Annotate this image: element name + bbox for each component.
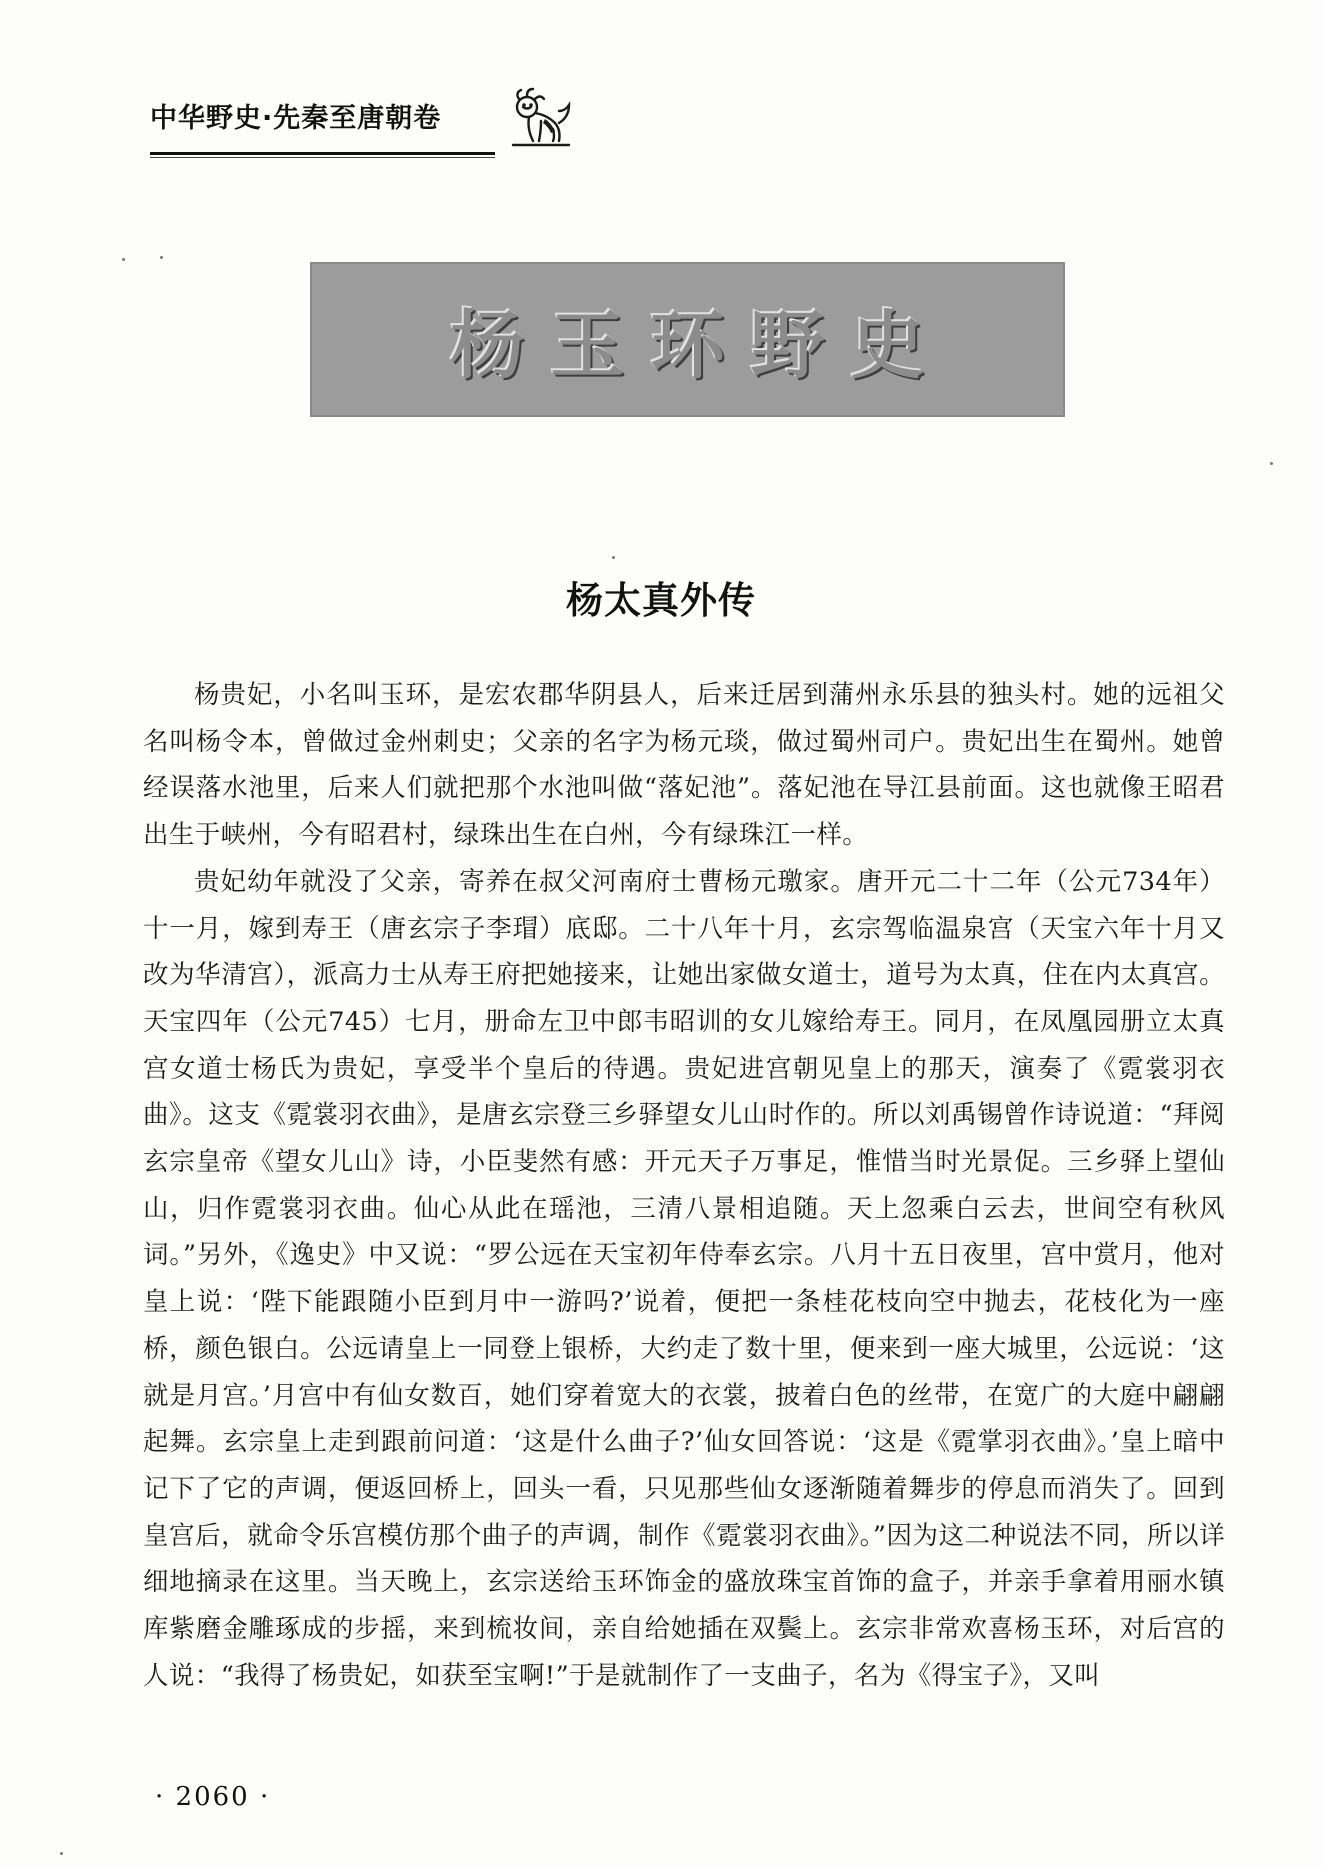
header-rule	[150, 152, 495, 155]
paragraph: 贵妃幼年就没了父亲，寄养在叔父河南府士曹杨元璬家。唐开元二十二年（公元734年）十一月，嫁到寿王（唐玄宗子李瑁）底邸。二十八年十月，玄宗驾临温泉宫（天宝六年十月又改为华清宫），派高力士从寿王府把她接来，让她出家做女道士，道号为太真，住在内太真宫。天宝四年（公元745）七月，册命左卫中郎韦昭训的女儿嫁给寿王。同月，在凤凰园册立太真宫女道士杨氏为贵妃，享受半个皇后的待遇。贵妃进宫朝见皇上的那天，演奏了《霓裳羽衣曲》。这支《霓裳羽衣曲》，是唐玄宗登三乡驿望女儿山时作的。所以刘禹锡曾作诗说道：“拜阅玄宗皇帝《望女儿山》诗，小臣斐然有感：开元天子万事足，惟惜当时光景促。三乡驿上望仙山，归作霓裳羽衣曲。仙心从此在瑶池，三清八景相追随。天上忽乘白云去，世间空有秋风词。”另外，《逸史》中又说：“罗公远在天宝初年侍奉玄宗。八月十五日夜里，宫中赏月，他对皇上说：‘陛下能跟随小臣到月中一游吗?’说着，便把一条桂花枝向空中抛去，花枝化为一座桥，颜色银白。公远请皇上一同登上银桥，大约走了数十里，便来到一座大城里，公远说：‘这就是月宫。’月宫中有仙女数百，她们穿着宽大的衣裳，披着白色的丝带，在宽广的大庭中翩翩起舞。玄宗皇上走到跟前问道：‘这是什么曲子?’仙女回答说：‘这是《霓掌羽衣曲》。’皇上暗中记下了它的声调，便返回桥上，回头一看，只见那些仙女逐渐随着舞步的停息而消失了。回到皇宫后，就命令乐宫模仿那个曲子的声调，制作《霓裳羽衣曲》。”因为这二种说法不同，所以详细地摘录在这里。当天晚上，玄宗送给玉环饰金的盛放珠宝首饰的盒子，并亲手拿着用丽水镇库紫磨金雕琢成的步摇，来到梳妆间，亲自给她插在双鬓上。玄宗非常欢喜杨玉环，对后宫的人说：“我得了杨贵妃，如获至宝啊!”于是就制作了一支曲子，名为《得宝子》，又叫	[143, 866, 1225, 1691]
scan-speck	[60, 1852, 63, 1855]
lion-emblem-icon	[505, 85, 575, 155]
scan-speck	[160, 256, 163, 259]
scan-speck	[122, 258, 125, 261]
paragraph: 杨贵妃，小名叫玉环，是宏农郡华阴县人，后来迁居到蒲州永乐县的独头村。她的远祖父名叫杨令本，曾做过金州刺史；父亲的名字为杨元琰，做过蜀州司户。贵妃出生在蜀州。她曾经误落水池里，后来人们就把那个水池叫做“落妃池”。落妃池在导江县前面。这也就像王昭君出生于峡州，今有昭君村，绿珠出生在白州，今有绿珠江一样。	[143, 680, 1225, 851]
page-number: · 2060 ·	[155, 1782, 271, 1812]
section-title: 杨玉环野史	[450, 302, 951, 389]
section-banner	[310, 262, 1065, 417]
header-rule-thin	[150, 157, 495, 158]
body-text	[143, 672, 1225, 1699]
scan-speck	[1270, 462, 1273, 465]
chapter-title: 杨太真外传	[566, 579, 756, 622]
running-title: 中华野史·先秦至唐朝卷	[150, 103, 442, 134]
scan-speck	[612, 556, 615, 559]
